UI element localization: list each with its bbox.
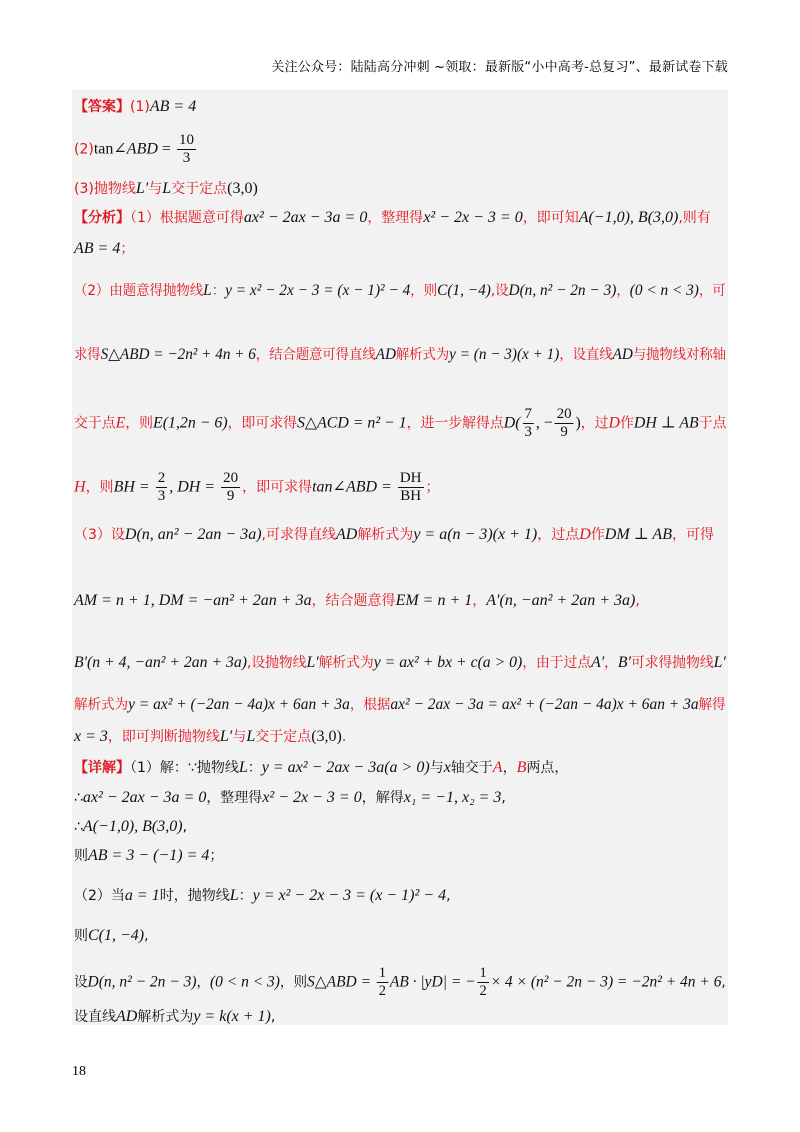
text-segment: 交于定点 [255,729,312,745]
text-segment: ，可得 [671,527,714,543]
math-expression: D(n, n² − 2n − 3) [508,282,617,299]
text-segment: 【分析】 [74,210,130,226]
math-expression: AB = 4 [149,98,197,115]
text-segment: , [635,593,640,609]
text-line [74,132,198,167]
text-segment: 解析式为 [137,1009,194,1025]
text-segment: ，设直线 [559,347,613,363]
text-segment: 可求得抛物线 [630,655,714,671]
math-expression: D(n, an² − 2an − 3a) [124,526,262,543]
fraction-numerator: 20 [223,470,239,486]
text-segment: 设 [74,974,88,991]
text-segment: 交于定点 [171,181,228,197]
math-expression: AM = n + 1, DM = −an² + 2an + 3a [74,592,312,609]
math-expression: A(−1,0), B(3,0) [82,818,183,835]
text-segment: ， [502,760,517,776]
math-expression: B′ [617,654,631,671]
text-segment: (3,0) [227,180,258,197]
text-line [74,590,640,612]
math-expression: E [115,414,126,432]
text-segment: ，结合题意可得直线 [255,347,376,363]
math-expression: AD [335,526,358,543]
text-segment: ，解得 [361,790,404,806]
math-expression: A [492,759,503,776]
text-line [74,925,149,947]
fraction [156,470,168,505]
math-expression: L [162,180,172,197]
page-number: 18 [72,1064,86,1079]
math-expression: S△ACD = n² − 1 [296,414,407,432]
text-segment: 解析式为 [74,697,129,713]
fraction-numerator: 10 [178,132,194,148]
text-line [74,344,726,366]
text-segment: ， [196,974,211,991]
text-line [74,238,134,260]
text-segment: ，则 [279,974,307,991]
math-expression: AD [375,346,396,363]
math-expression: E(1,2n − 6) [153,414,228,432]
math-expression: L′ [306,654,319,671]
text-segment: ，则 [410,283,438,299]
text-line [74,726,346,748]
text-segment: 作 [620,415,634,432]
text-segment: 则 [74,848,88,864]
math-expression: y = ax² − 2ax − 3a(a > 0) [261,759,430,776]
math-expression: L′ [219,728,233,745]
math-expression: H [74,478,86,496]
text-segment: 则 [74,928,88,944]
text-segment: (1) [130,99,150,115]
math-expression: D(n, n² − 2n − 3) [87,973,197,991]
text-segment: 轴交于 [450,760,493,776]
fraction [398,470,424,505]
fraction-denominator: 3 [157,488,166,504]
text-segment: , [446,888,451,904]
fraction-numerator: 1 [378,965,387,981]
text-segment: ， [616,283,630,299]
text-segment: 与 [429,760,444,776]
math-expression: S△ABD = [306,973,375,991]
math-expression: x = 3 [74,728,108,745]
math-expression: AD [612,346,633,363]
text-segment: (2) [74,141,94,158]
text-segment: , [501,790,506,806]
text-line [74,757,568,779]
math-expression: x² − 2x − 3 = 0 [262,789,362,806]
text-segment: ， [472,593,487,609]
text-segment: 两点， [526,760,569,776]
text-segment: ,设 [490,283,509,299]
fraction-numerator: 20 [556,406,572,422]
math-expression: A′ [591,654,605,671]
text-segment: = [157,140,175,158]
math-expression: B [516,759,527,776]
fraction-denominator: 3 [182,150,191,166]
text-line [74,816,187,838]
text-line [74,470,440,505]
text-segment: , − [535,414,553,432]
text-segment: ，则 [85,479,114,496]
text-segment: 解得 [698,697,726,713]
math-expression: AB = 3 − (−1) = 4 [88,847,210,864]
text-segment: 作 [590,527,605,543]
math-expression: BH = [113,478,154,496]
text-segment: , [144,928,149,944]
text-line [74,885,451,907]
math-expression: y = ax² + bx + c(a > 0) [373,654,523,671]
math-expression: (0 < n < 3) [629,282,699,299]
fraction [221,470,240,505]
text-segment: (3)抛物线 [74,181,136,197]
fraction-denominator: 9 [226,488,235,504]
text-line [74,1006,275,1028]
text-segment: （3）设 [74,527,125,543]
math-expression: L [238,759,248,776]
text-segment: ∴ [74,790,83,806]
text-line [74,652,726,674]
text-segment: 时，抛物线 [159,888,230,904]
text-segment: ,则有 [678,210,711,226]
text-line [74,280,726,302]
text-segment: ∴ [74,819,83,835]
text-segment: ： [238,888,253,904]
text-segment: 交于点 [74,415,116,432]
fraction-numerator: 2 [157,470,166,486]
math-expression: y = (n − 3)(x + 1) [449,346,560,363]
text-segment: 与 [232,729,247,745]
math-expression: tan∠ABD = [312,478,396,496]
math-expression: y = a(n − 3)(x + 1) [413,526,538,543]
text-segment: ，由于过点 [522,655,592,671]
text-line [74,178,258,200]
fraction-denominator: 2 [378,983,387,999]
text-segment: ，则 [125,415,154,432]
text-segment: ，整理得 [206,790,263,806]
text-segment: 设直线 [74,1009,116,1025]
math-expression: B′(n + 4, −an² + 2an + 3a) [74,654,248,671]
text-segment: 【答案】 [74,99,130,115]
math-expression: S△ABD = −2n² + 4n + 6 [100,346,256,363]
math-expression: y = x² − 2x − 3 = (x − 1)² − 4 [252,887,447,904]
math-expression: x² − 2x − 3 = 0 [423,209,523,226]
math-expression: ax² − 2ax − 3a = 0 [82,789,207,806]
text-segment: 与 [148,181,163,197]
text-segment: ； [209,848,224,864]
math-expression: y = x² − 2x − 3 = (x − 1)² − 4 [225,282,411,299]
math-expression: (0 < n < 3) [210,973,280,991]
text-segment: ，即可知 [522,210,579,226]
text-segment: ,设抛物线 [247,655,307,671]
fraction [177,132,196,167]
math-expression: , DH = [169,478,220,496]
text-segment: tan∠ [93,140,127,158]
text-segment: ； [425,479,440,496]
text-segment: . [341,729,347,745]
math-expression: D( [503,414,521,432]
math-expression: AB = 4 [74,240,121,257]
fraction [478,965,489,1000]
text-segment: （2）当 [74,888,125,904]
text-segment: , [182,819,188,835]
text-segment: 求得 [74,347,101,363]
fraction-numerator: 7 [524,406,532,422]
math-expression: DM ⊥ AB [604,526,672,543]
text-segment: ，即可判断抛物线 [107,729,220,745]
text-segment: 解析式为 [395,347,450,363]
text-segment: 【详解】 [74,760,130,776]
text-segment: （2）由题意得抛物线 [74,283,204,299]
math-expression: D [608,414,621,432]
math-expression: L′ [713,654,726,671]
text-segment: 与抛物线对称轴 [632,347,726,363]
text-line [74,207,711,229]
text-line [74,965,726,1000]
text-segment: ， [604,655,618,671]
math-expression: x₁ = −1, x₂ = 3 [403,789,502,806]
math-expression: DH ⊥ AB [633,414,699,432]
math-expression: L [229,887,239,904]
text-line [74,96,196,118]
text-segment: , [721,974,726,991]
math-expression: L′ [135,180,149,197]
text-line [74,694,726,716]
math-expression: ax² − 2ax − 3a = ax² + (−2an − 4a)x + 6an + 3a [390,696,699,713]
text-segment: （1）根据题意可得 [130,210,244,226]
fraction-denominator: 2 [479,983,487,999]
text-segment: , [270,1009,276,1025]
fraction [377,965,388,1000]
text-segment: ； [120,241,135,257]
math-expression: L [246,728,256,745]
math-expression: AD [116,1008,138,1025]
math-expression: C(1, −4) [437,282,491,299]
text-line [74,787,506,809]
fraction [555,406,574,441]
text-line [74,406,726,441]
math-expression: AB · |yD| = − [389,973,476,991]
math-expression: × 4 × (n² − 2n − 3) = −2n² + 4n + 6 [490,973,722,991]
text-segment: ，可 [698,283,726,299]
text-segment: ) [575,414,581,432]
text-segment: ，过 [580,415,609,432]
text-segment: ，即可求得 [227,415,297,432]
text-segment: ，进一步解得点 [406,415,504,432]
text-line [74,845,223,867]
text-segment: （1）解：∵抛物线 [130,760,239,776]
math-expression: y = ax² + (−2an − 4a)x + 6an + 3a [128,696,350,713]
text-segment: ，整理得 [367,210,424,226]
math-expression: ax² − 2ax − 3a = 0 [243,209,368,226]
fraction-numerator: 1 [479,965,487,981]
math-expression: A′(n, −an² + 2an + 3a) [486,592,636,609]
math-expression: x [443,759,451,776]
text-segment: ，过点 [537,527,580,543]
math-expression: C(1, −4) [88,927,145,944]
text-segment: ，即可求得 [242,479,313,496]
fraction-numerator: DH [399,470,422,486]
math-expression: L [203,282,212,299]
math-expression: y = k(x + 1) [193,1008,271,1025]
text-segment: ，根据 [349,697,391,713]
fraction-denominator: BH [400,488,422,504]
text-segment: ,可求得直线 [261,527,336,543]
text-segment: 解析式为 [357,527,414,543]
fraction [522,406,533,441]
text-segment: 于点 [698,415,727,432]
text-segment: 解析式为 [318,655,374,671]
text-segment: (3,0) [311,728,342,745]
math-expression: D [579,526,591,543]
math-expression: A(−1,0), B(3,0) [578,209,679,226]
text-segment: ： [247,760,262,776]
math-expression: EM = n + 1 [395,592,473,609]
page-header: 关注公众号：陆陆高分冲刺 ~领取：最新版“小中高考-总复习”、最新试卷下载 [271,60,728,75]
fraction-denominator: 9 [560,424,568,440]
text-segment: ，结合题意得 [311,593,396,609]
fraction-denominator: 3 [524,424,532,440]
math-expression: a = 1 [124,887,160,904]
text-segment: ： [211,283,226,299]
math-expression: ABD [126,140,158,158]
text-line [74,524,714,546]
